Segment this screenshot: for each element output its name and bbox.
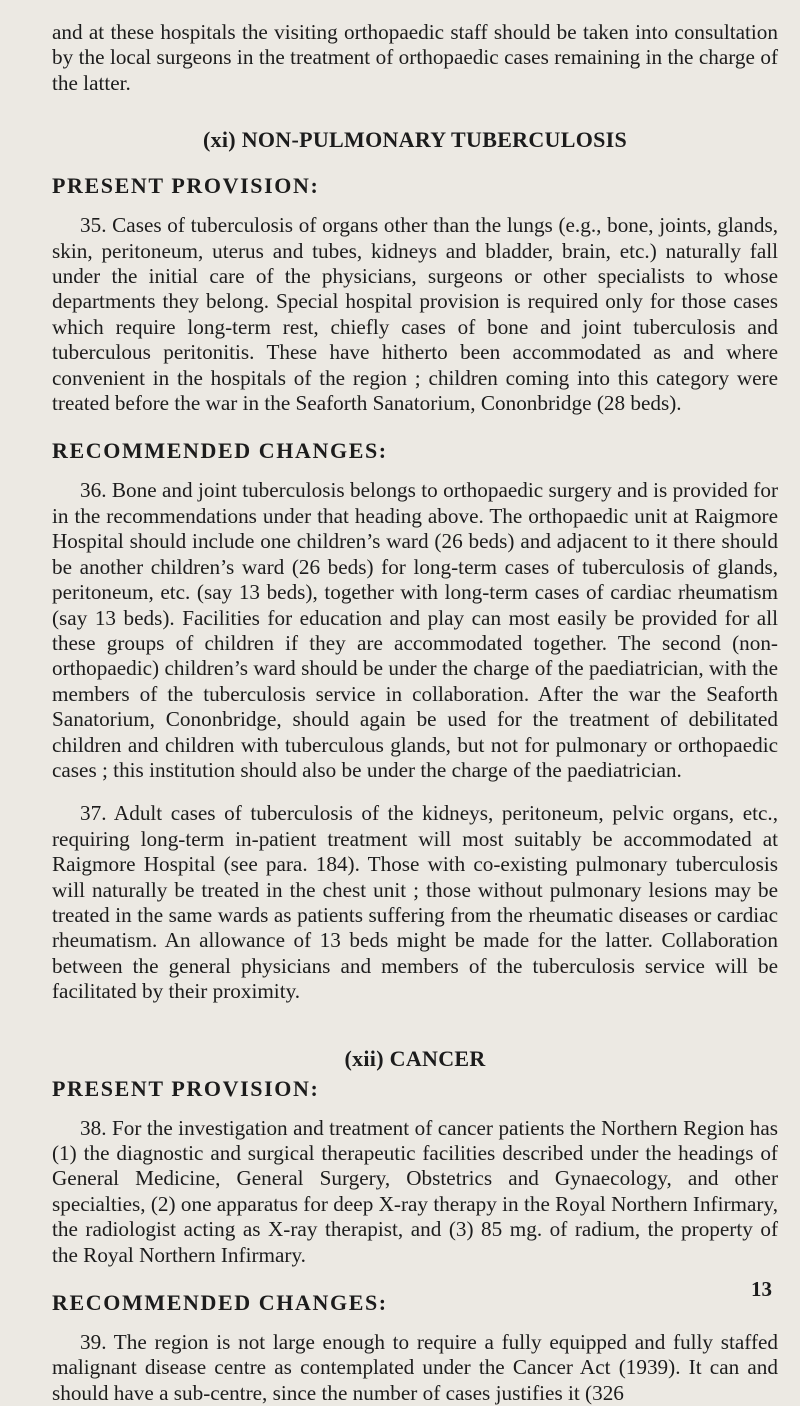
paragraph-37: 37. Adult cases of tuberculosis of the kidneys, peritoneum, pelvic organs, etc., requiring long-term in-patient treatment will most suitably be accommodated at Raigmore Hospital (see para. 184). Those with co-existing pulmonary tuberculosis will naturally be treated in the chest unit ; those without pulmonary lesions may be treated in the same wards as patients suffering from the rheumatic diseases or cardiac rheumatism. An allowance of 13 beds might be made for the latter. Collaboration between the general physicians and members of the tuberculosis service will be facilitated by their proximity.: [52, 801, 778, 1004]
section-heading-tuberculosis: (xi) NON-PULMONARY TUBERCULOSIS: [202, 127, 628, 153]
paragraph-35: 35. Cases of tuberculosis of organs other than the lungs (e.g., bone, joints, glands, skin, peritoneum, uterus and tubes, kidneys and bladder, brain, etc.) naturally fall under the initial care of the physicians, surgeons or other specialists to whose departments they belong. Special hospital provision is required only for those cases which require long-term rest, chiefly cases of bone and joint tuberculosis and tuberculous peritonitis. These have hitherto been accommodated as and where convenient in the hospitals of the region ; children coming into this category were treated before the war in the Seaforth Sanatorium, Cononbridge (28 beds).: [52, 213, 778, 416]
intro-paragraph: and at these hospitals the visiting orthopaedic staff should be taken into consultation by the local surgeons in the treatment of orthopaedic cases remaining in the charge of the latter.: [52, 20, 778, 95]
paragraph-36: 36. Bone and joint tuberculosis belongs to orthopaedic surgery and is provided for in the recommendations under that heading above. The orthopaedic unit at Raigmore Hospital should include one children’s ward (26 beds) and adjacent to it there should be another children’s ward (26 beds) for long-term cases of tuberculosis of glands, peritoneum, etc. (say 13 beds), together with long-term cases of cardiac rheumatism (say 13 beds). Facilities for education and play can most easily be provided for all these groups of children if they are accommodated together. The second (non-orthopaedic) children’s ward should be under the charge of the paediatrician, with the members of the tuberculosis service in collaboration. After the war the Seaforth Sanatorium, Cononbridge, should again be used for the treatment of debilitated children and children with tuberculous glands, but not for pulmonary or orthopaedic cases ; this institution should also be under the charge of the paediatrician.: [52, 478, 778, 782]
paragraph-38: 38. For the investigation and treatment of cancer patients the Northern Region has (1) the diagnostic and surgical therapeutic facilities described under the headings of General Medicine, General Surgery, Obstetrics and Gynaecology, and other specialties, (2) one apparatus for deep X-ray therapy in the Royal Northern Infirmary, the radiologist acting as X-ray therapist, and (3) 85 mg. of radium, the property of the Royal Northern Infirmary.: [52, 1115, 778, 1267]
page-number: 13: [751, 1277, 772, 1301]
paragraph-39: 39. The region is not large enough to require a fully equipped and fully staffed malignant disease centre as contemplated under the Cancer Act (1939). It can and should have a sub-centre, since the number of cases justifies it (326: [52, 1330, 778, 1405]
subheading-present-provision-cancer: PRESENT PROVISION:: [52, 1075, 320, 1101]
subheading-recommended-changes: RECOMMENDED CHANGES:: [52, 438, 388, 464]
section-heading-cancer: (xii) CANCER: [344, 1045, 486, 1071]
subheading-recommended-changes-cancer: RECOMMENDED CHANGES:: [52, 1290, 388, 1316]
subheading-present-provision: PRESENT PROVISION:: [52, 173, 320, 199]
